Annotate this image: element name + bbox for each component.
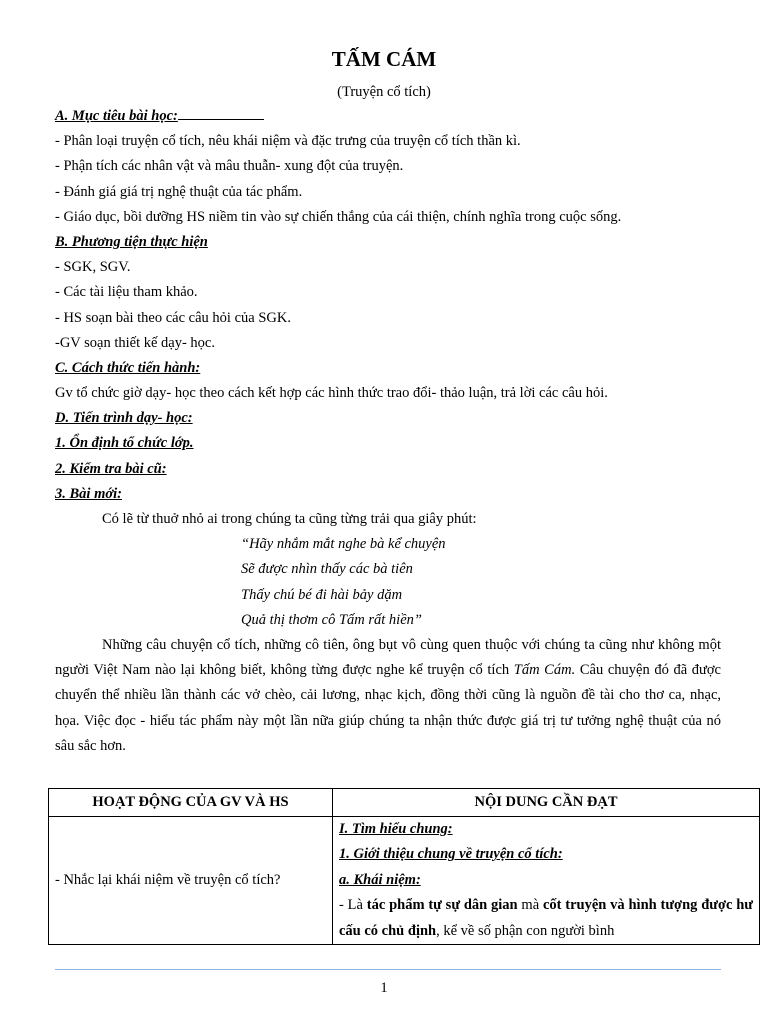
table-header-content: NỘI DUNG CẦN ĐẠT [333, 789, 760, 817]
section-d-heading: D. Tiến trình dạy- học: [55, 410, 193, 427]
poem-line: “Hãy nhắm mắt nghe bà kể chuyện [241, 536, 446, 553]
definition-text: , kể về số phận con người bình [436, 922, 615, 939]
section-c-heading: C. Cách thức tiến hành: [55, 359, 201, 376]
section-d-sub3: 3. Bài mới: [55, 485, 122, 502]
story-title-italic: Tấm Cám. [513, 662, 576, 679]
content-heading-3: a. Khái niệm: [339, 871, 421, 888]
definition-bold: cốt truyện và hình tượng được hư cấu có chủ định [339, 897, 754, 939]
table-row [49, 817, 760, 945]
section-b-item: - HS soạn bài theo các câu hỏi của SGK. [55, 309, 291, 326]
section-a-item: - Giáo dục, bồi dưỡng HS niềm tin vào sự chiến thắng của cái thiện, chính nghĩa trong cuộc sống. [55, 208, 622, 225]
section-b-item: - Các tài liệu tham khảo. [55, 284, 198, 301]
document-title: TẤM CÁM [331, 47, 437, 71]
definition-paragraph [339, 893, 753, 944]
content-heading-1: I. Tìm hiểu chung: [339, 821, 453, 837]
document-subtitle: (Truyện cổ tích) [337, 84, 431, 100]
table-cell-content [333, 817, 760, 945]
definition-text: - Là [339, 897, 367, 914]
intro-paragraph [55, 633, 721, 759]
table-header-row [49, 789, 760, 817]
poem-line: Sẽ được nhìn thấy các bà tiên [241, 561, 413, 578]
footer-divider [55, 969, 721, 970]
heading-underline-blank [178, 105, 264, 120]
lesson-table [48, 788, 760, 945]
section-a-item: - Phân loại truyện cổ tích, nêu khái niệm và đặc trưng của truyện cổ tích thần kì. [55, 133, 521, 150]
section-a-heading: A. Mục tiêu bài học: [55, 108, 178, 124]
content-heading-2: 1. Giới thiệu chung về truyện cổ tích: [339, 846, 563, 863]
paragraph-text: Những câu chuyện cổ tích, những cô tiên, ông bụt vô cùng quen thuộc với chúng ta cũng như không một người Việt Nam nào lại không biết, không từng được nghe kể truyện cổ tích [55, 636, 721, 679]
intro-line: Có lẽ từ thuở nhỏ ai trong chúng ta cũng từng trải qua giây phút: [102, 511, 477, 527]
section-d-sub2: 2. Kiểm tra bài cũ: [55, 460, 167, 477]
table-header-activity: HOẠT ĐỘNG CỦA GV VÀ HS [49, 789, 333, 817]
section-a-heading-line [55, 104, 721, 129]
poem-line: Quả thị thơm cô Tấm rất hiền” [241, 611, 422, 628]
poem-line: Thấy chú bé đi hài bảy dặm [241, 586, 403, 603]
table-cell-question: - Nhắc lại khái niệm về truyện cổ tích? [49, 817, 333, 945]
document-body [55, 104, 721, 759]
section-a-item: - Phận tích các nhân vật và mâu thuẫn- xung đột của truyện. [55, 158, 404, 175]
definition-text: mà [517, 897, 543, 914]
paragraph-text: Câu chuyện đó đã được chuyển thể nhiều lần thành các vở chèo, cải lương, nhạc kịch, đồng thời cũng là nguồn đề tài cho thơ ca, nhạc, họa. Việc đọc - hiểu tác phẩm này một lần nữa giúp chúng ta nhận thức được giá trị tư tưởng nghệ thuật của nó sâu sắc hơn. [55, 662, 721, 754]
section-b-item: -GV soạn thiết kế dạy- học. [55, 334, 215, 351]
section-a-item: - Đánh giá giá trị nghệ thuật của tác phẩm. [55, 183, 303, 200]
section-c-text: Gv tổ chức giờ dạy- học theo cách kết hợp các hình thức trao đổi- thảo luận, trả lời các câu hỏi. [55, 385, 608, 402]
section-d-sub1: 1. Ổn định tổ chức lớp. [55, 435, 194, 452]
section-b-item: - SGK, SGV. [55, 259, 131, 276]
page-number: 1 [380, 980, 388, 996]
definition-bold: tác phẩm tự sự dân gian [366, 897, 518, 914]
section-b-heading: B. Phương tiện thực hiện [55, 233, 208, 250]
